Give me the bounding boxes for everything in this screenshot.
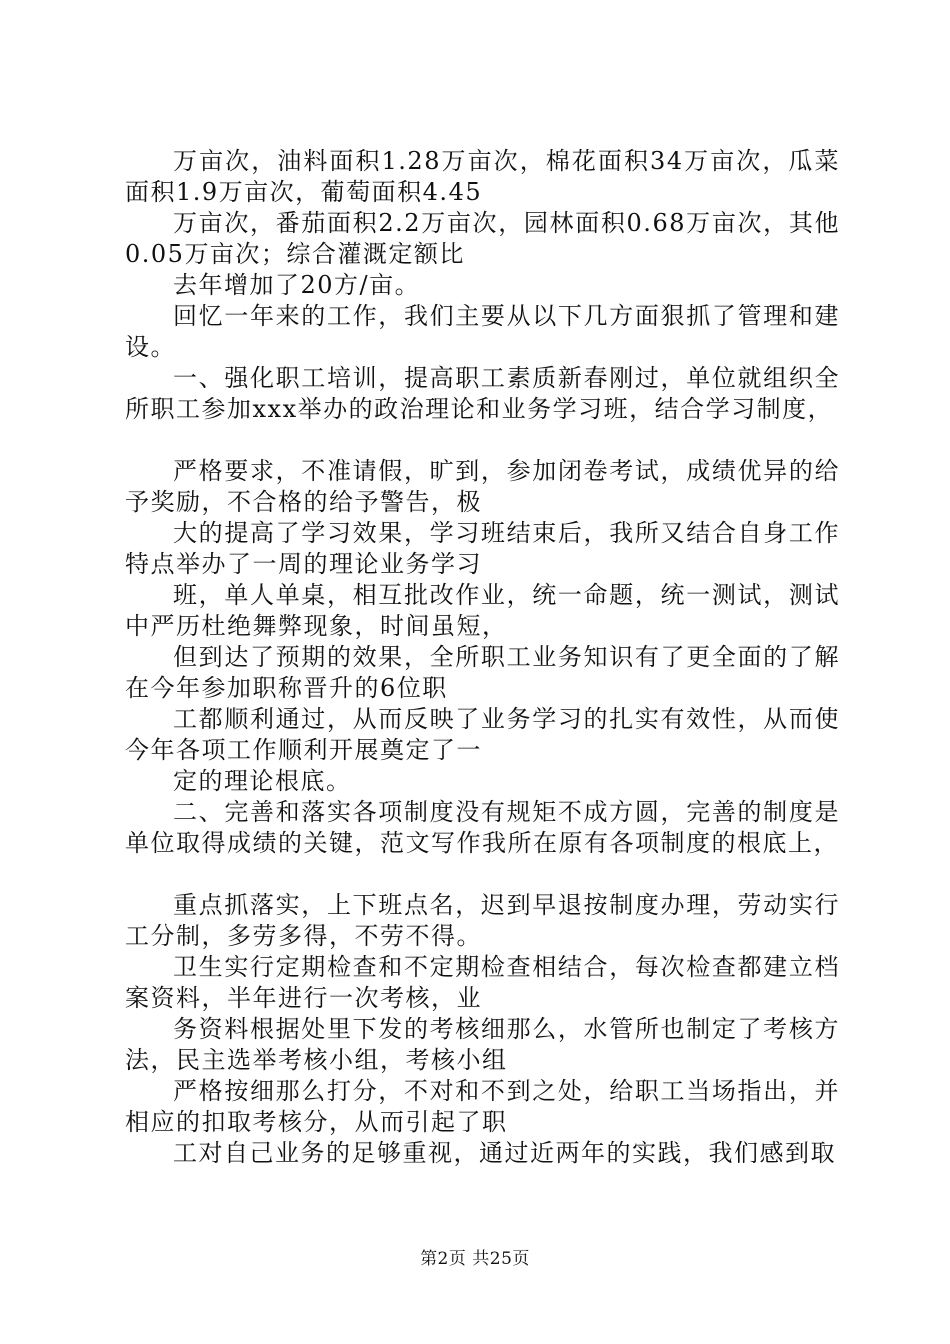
paragraph-15: 务资料根据处里下发的考核细那么，水管所也制定了考核方法，民主选举考核小组，考核小组 bbox=[125, 1015, 840, 1074]
paragraph-8: 班，单人单桌，相互批改作业，统一命题，统一测试，测试中严历杜绝舞弊现象，时间虽短， bbox=[125, 581, 840, 640]
paragraph-12: 二、完善和落实各项制度没有规矩不成方圆，完善的制度是单位取得成绩的关键，范文写作我所在原有各项制度的根底上， bbox=[125, 798, 840, 857]
paragraph-3: 去年增加了20方/亩。 bbox=[173, 271, 421, 299]
paragraph-1: 万亩次，油料面积1.28万亩次，棉花面积34万亩次，瓜菜面积1.9万亩次，葡萄面积4.45 bbox=[125, 147, 840, 206]
paragraph-gap bbox=[125, 425, 840, 456]
paragraph-7: 大的提高了学习效果，学习班结束后，我所又结合自身工作特点举办了一周的理论业务学习 bbox=[125, 519, 840, 578]
paragraph-5: 一、强化职工培训，提高职工素质新春刚过，单位就组织全所职工参加xxx举办的政治理论和业务学习班，结合学习制度， bbox=[125, 364, 840, 423]
paragraph-11: 定的理论根底。 bbox=[173, 767, 352, 795]
paragraph-gap bbox=[125, 859, 840, 890]
paragraph-10: 工都顺利通过，从而反映了业务学习的扎实有效性，从而使今年各项工作顺利开展奠定了一 bbox=[125, 705, 840, 764]
page-number-footer: 第2页 共25页 bbox=[420, 1249, 530, 1269]
paragraph-14: 卫生实行定期检查和不定期检查相结合，每次检查都建立档案资料，半年进行一次考核，业 bbox=[125, 953, 840, 1012]
paragraph-4: 回忆一年来的工作，我们主要从以下几方面狠抓了管理和建设。 bbox=[125, 302, 840, 361]
paragraph-6: 严格要求，不准请假，旷到，参加闭卷考试，成绩优异的给予奖励，不合格的给予警告，极 bbox=[125, 457, 840, 516]
paragraph-13: 重点抓落实，上下班点名，迟到早退按制度办理，劳动实行工分制，多劳多得，不劳不得。 bbox=[125, 891, 840, 950]
paragraph-16: 严格按细那么打分，不对和不到之处，给职工当场指出，并相应的扣取考核分，从而引起了职 bbox=[125, 1077, 840, 1136]
paragraph-17: 工对自己业务的足够重视，通过近两年的实践，我们感到取 bbox=[173, 1139, 836, 1167]
paragraph-9: 但到达了预期的效果，全所职工业务知识有了更全面的了解在今年参加职称晋升的6位职 bbox=[125, 643, 840, 702]
paragraph-2: 万亩次，番茄面积2.2万亩次，园林面积0.68万亩次，其他0.05万亩次；综合灌溉定额比 bbox=[125, 209, 840, 268]
body-text bbox=[125, 146, 840, 1169]
